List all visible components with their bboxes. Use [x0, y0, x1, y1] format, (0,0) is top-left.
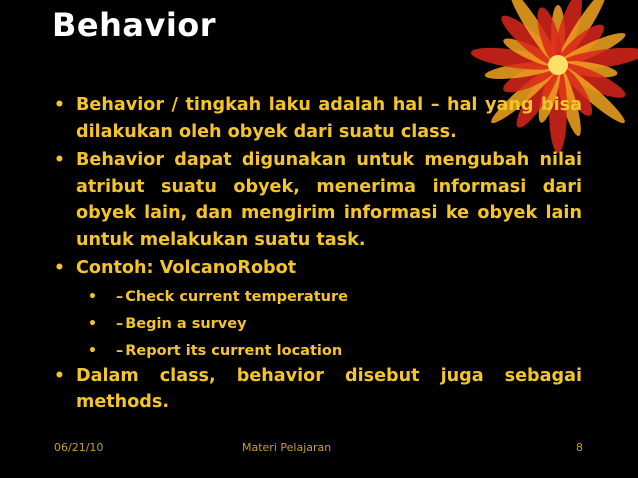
sub-bullet-item [54, 311, 582, 338]
sub-bullet-item [54, 284, 582, 311]
bullet-dot-icon: • [54, 258, 65, 278]
footer-date: 06/21/10 [54, 441, 104, 454]
bullet-text: Contoh: VolcanoRobot [76, 258, 297, 278]
bullet-item [54, 92, 582, 145]
sub-bullet-text: Begin a survey [125, 315, 247, 332]
bullet-dot-icon: • [54, 150, 65, 170]
bullet-text: Behavior dapat digunakan untuk mengubah nilai atribut suatu obyek, menerima informasi dari obyek lain, dan mengirim informasi ke obyek lain untuk melakukan suatu task. [76, 150, 582, 250]
bullet-dot-icon: • [88, 288, 97, 305]
sub-bullet-text: Report its current location [125, 342, 343, 359]
footer-center-text: Materi Pelajaran [242, 441, 332, 454]
bullet-dot-icon: • [54, 365, 65, 386]
sub-bullet-item [54, 338, 582, 365]
bullet-dot-icon: • [88, 315, 97, 332]
bullet-dot-icon: • [54, 95, 65, 115]
footer-page-number: 8 [576, 441, 583, 454]
bullet-dot-icon: • [88, 342, 97, 359]
slide-content [54, 92, 582, 420]
slide-title: Behavior [52, 6, 217, 44]
sub-bullet-text: Check current temperature [125, 288, 348, 305]
dash-marker: – [116, 288, 124, 305]
bullet-item [54, 147, 582, 253]
bullet-text: Dalam class, behavior disebut juga sebagai methods. [76, 365, 582, 412]
bullet-text: Behavior / tingkah laku adalah hal – hal yang bisa dilakukan oleh obyek dari suatu class. [76, 95, 582, 142]
bullet-item [54, 255, 582, 282]
bullet-item [54, 363, 582, 416]
dash-marker: – [116, 342, 124, 359]
dash-marker: – [116, 315, 124, 332]
